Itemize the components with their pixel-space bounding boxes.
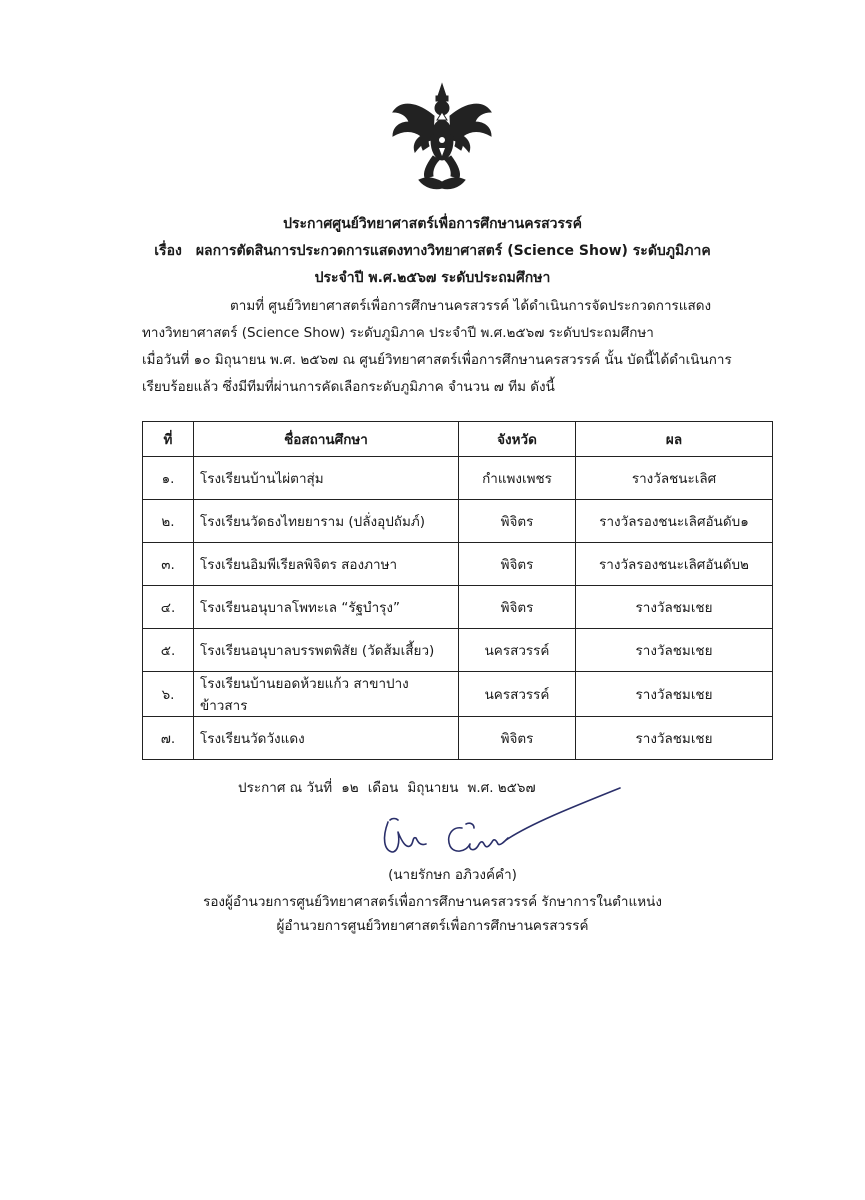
- table-row: [143, 629, 773, 672]
- row-no: ๕.: [143, 629, 194, 672]
- row-result: รางวัลชมเชย: [576, 717, 773, 760]
- results-table: [142, 421, 773, 760]
- table-row: [143, 717, 773, 760]
- table-row: [143, 586, 773, 629]
- row-school-name: โรงเรียนวัดวังแดง: [194, 717, 459, 760]
- row-province: นครสวรรค์: [459, 672, 576, 717]
- body-line-2: ทางวิทยาศาสตร์ (Science Show) ระดับภูมิภาค ประจำปี พ.ศ.๒๕๖๗ ระดับประถมศึกษา: [142, 325, 654, 341]
- subject-text: ผลการตัดสินการประกวดการแสดงทางวิทยาศาสตร์ (Science Show) ระดับภูมิภาค: [195, 243, 711, 259]
- row-no: ๔.: [143, 586, 194, 629]
- body-line-4: เรียบร้อยแล้ว ซึ่งมีทีมที่ผ่านการคัดเลือกระดับภูมิภาค จำนวน ๗ ทีม ดังนี้: [142, 379, 555, 395]
- subject-label: เรื่อง: [154, 243, 182, 259]
- header-result: ผล: [576, 422, 773, 457]
- date-year: พ.ศ. ๒๕๖๗: [467, 780, 536, 796]
- row-no: ๓.: [143, 543, 194, 586]
- row-result: รางวัลชมเชย: [576, 672, 773, 717]
- signer-position-line-2: ผู้อำนวยการศูนย์วิทยาศาสตร์เพื่อการศึกษานครสวรรค์: [276, 918, 589, 934]
- body-paragraph: [142, 293, 772, 401]
- row-province: นครสวรรค์: [459, 629, 576, 672]
- row-result: รางวัลรองชนะเลิศอันดับ๒: [576, 543, 773, 586]
- table-row: [143, 500, 773, 543]
- row-result: รางวัลชมเชย: [576, 586, 773, 629]
- body-line-3: เมื่อวันที่ ๑๐ มิถุนายน พ.ศ. ๒๕๖๗ ณ ศูนย์วิทยาศาสตร์เพื่อการศึกษานครสวรรค์ นั้น บัดนี้ได้ดำเนินการ: [142, 352, 732, 368]
- announcement-title: ประกาศศูนย์วิทยาศาสตร์เพื่อการศึกษานครสวรรค์: [283, 216, 582, 232]
- row-school-name: โรงเรียนวัดธงไทยยาราม (ปลั่งอุปถัมภ์): [194, 500, 459, 543]
- garuda-emblem-icon: [387, 82, 497, 192]
- announcement-year-level: ประจำปี พ.ศ.๒๕๖๗ ระดับประถมศึกษา: [314, 270, 551, 286]
- row-result: รางวัลชนะเลิศ: [576, 457, 773, 500]
- date-month-label: เดือน: [367, 780, 399, 796]
- date-day: ๑๒: [341, 780, 359, 796]
- date-prefix: ประกาศ ณ วันที่: [238, 780, 333, 796]
- row-result: รางวัลรองชนะเลิศอันดับ๑: [576, 500, 773, 543]
- row-school-name: โรงเรียนบ้านไผ่ตาสุ่ม: [194, 457, 459, 500]
- body-line-1: ตามที่ ศูนย์วิทยาศาสตร์เพื่อการศึกษานครสวรรค์ ได้ดำเนินการจัดประกวดการแสดง: [230, 298, 712, 314]
- table-row: [143, 543, 773, 586]
- row-school-name: โรงเรียนอิมพีเรียลพิจิตร สองภาษา: [194, 543, 459, 586]
- row-province: กำแพงเพชร: [459, 457, 576, 500]
- announcement-subject: [0, 240, 865, 262]
- header-province: จังหวัด: [459, 422, 576, 457]
- handwritten-signature: [367, 780, 630, 870]
- row-province: พิจิตร: [459, 543, 576, 586]
- row-no: ๒.: [143, 500, 194, 543]
- date-month: มิถุนายน: [407, 780, 459, 796]
- table-header-row: [143, 422, 773, 457]
- row-no: ๗.: [143, 717, 194, 760]
- table-row: [143, 672, 773, 717]
- row-school-name: โรงเรียนอนุบาลโพทะเล “รัฐบำรุง”: [194, 586, 459, 629]
- header-no: ที่: [143, 422, 194, 457]
- row-province: พิจิตร: [459, 586, 576, 629]
- row-no: ๖.: [143, 672, 194, 717]
- row-school-name: โรงเรียนบ้านยอดห้วยแก้ว สาขาปางข้าวสาร: [194, 672, 459, 717]
- table-row: [143, 457, 773, 500]
- signer-name: (นายรักษก อภิวงค์คำ): [388, 867, 517, 883]
- row-no: ๑.: [143, 457, 194, 500]
- signer-position-line-1: รองผู้อำนวยการศูนย์วิทยาศาสตร์เพื่อการศึกษานครสวรรค์ รักษาการในตำแหน่ง: [203, 894, 662, 910]
- row-school-name: โรงเรียนอนุบาลบรรพตพิสัย (วัดส้มเสี้ยว): [194, 629, 459, 672]
- header-school-name: ชื่อสถานศึกษา: [194, 422, 459, 457]
- row-result: รางวัลชมเชย: [576, 629, 773, 672]
- row-province: พิจิตร: [459, 717, 576, 760]
- row-province: พิจิตร: [459, 500, 576, 543]
